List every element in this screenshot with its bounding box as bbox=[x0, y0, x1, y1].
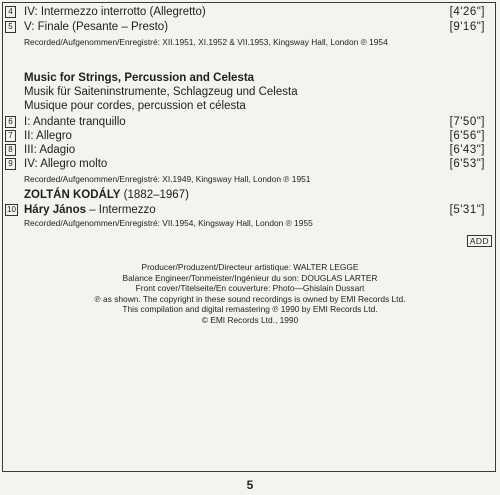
track-duration: [7'50"] bbox=[449, 116, 485, 128]
work-title-fr: Musique pour cordes, percussion et célesta bbox=[24, 100, 246, 112]
track-row bbox=[5, 203, 491, 217]
track-row bbox=[5, 157, 491, 171]
credit-line: Producer/Produzent/Directeur artistique: WALTER LEGGE bbox=[141, 262, 359, 272]
track-title bbox=[24, 203, 156, 217]
work-title-en: Music for Strings, Percussion and Celesta bbox=[24, 72, 255, 84]
track-number-box: 5 bbox=[5, 21, 16, 33]
track-title: I: Andante tranquillo bbox=[24, 116, 126, 128]
track-title: II: Allegro bbox=[24, 130, 72, 142]
track-title: III: Adagio bbox=[24, 144, 76, 156]
credit-line: © EMI Records Ltd., 1990 bbox=[201, 314, 299, 325]
track-title: V: Finale (Pesante – Presto) bbox=[24, 21, 169, 33]
track-number-box: 7 bbox=[5, 130, 16, 142]
track-title: IV: Allegro molto bbox=[24, 158, 108, 170]
track-duration: [6'43"] bbox=[449, 144, 485, 156]
track-row bbox=[5, 115, 491, 129]
credit-line: Balance Engineer/Tonmeister/Ingénieur du son: DOUGLAS LARTER bbox=[122, 272, 378, 283]
recording-info: Recorded/Aufgenommen/Enregistré: XI.1949, Kingsway Hall, London ℗ 1951 bbox=[24, 174, 311, 184]
work-subtitle: – Intermezzo bbox=[86, 204, 156, 216]
track-number-box: 8 bbox=[5, 144, 16, 156]
track-duration: [9'16"] bbox=[449, 21, 485, 33]
credit-line: ℗ as shown. The copyright in these sound recordings is owned by EMI Records Ltd. bbox=[94, 293, 406, 304]
track-row bbox=[5, 20, 491, 34]
recording-info: Recorded/Aufgenommen/Enregistré: VII.1954, Kingsway Hall, London ℗ 1955 bbox=[24, 218, 313, 228]
track-number-box: 6 bbox=[5, 116, 16, 128]
composer-dates: (1882–1967) bbox=[120, 189, 189, 201]
track-number-box: 10 bbox=[5, 204, 18, 216]
track-number-box: 4 bbox=[5, 6, 16, 18]
track-row bbox=[5, 143, 491, 157]
composer-name: ZOLTÁN KODÁLY bbox=[24, 189, 121, 201]
track-title: IV: Intermezzo interrotto (Allegretto) bbox=[24, 6, 206, 18]
add-badge: ADD bbox=[467, 235, 492, 247]
track-row bbox=[5, 129, 491, 143]
work-title-de: Musik für Saiteninstrumente, Schlagzeug und Celesta bbox=[24, 86, 298, 98]
composer-heading bbox=[24, 188, 189, 202]
work-name: Háry János bbox=[24, 204, 87, 216]
page-number: 5 bbox=[246, 478, 254, 492]
track-number-box: 9 bbox=[5, 158, 16, 170]
track-duration: [6'53"] bbox=[449, 158, 485, 170]
credit-line: This compilation and digital remastering ℗ 1990 by EMI Records Ltd. bbox=[122, 304, 378, 315]
credits-block bbox=[40, 262, 460, 326]
credit-line: Front cover/Titelseite/En couverture: Photo—Ghislain Dussart bbox=[135, 283, 365, 294]
track-duration: [5'31"] bbox=[449, 204, 485, 216]
track-row bbox=[5, 5, 491, 19]
recording-info: Recorded/Aufgenommen/Enregistré: XII.1951, XI.1952 & VII.1953, Kingsway Hall, London ℗ 1954 bbox=[24, 37, 388, 47]
track-duration: [4'26"] bbox=[449, 6, 485, 18]
track-duration: [6'56"] bbox=[449, 130, 485, 142]
